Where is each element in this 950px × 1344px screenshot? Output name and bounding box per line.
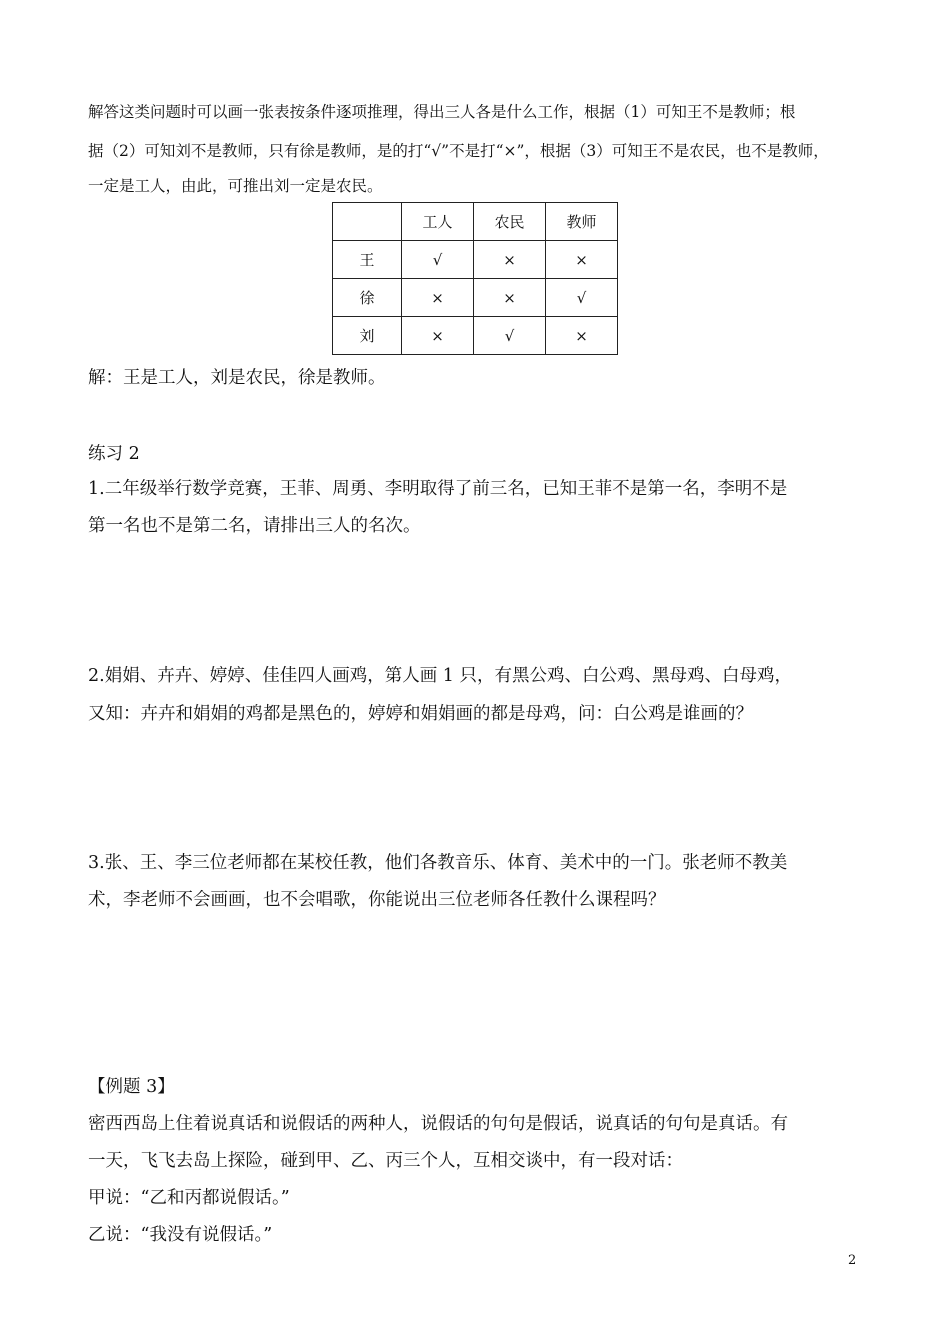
question-1-line-1: 1.二年级举行数学竞赛，王菲、周勇、李明取得了前三名，已知王菲不是第一名，李明不是 (88, 479, 788, 499)
table-row (333, 241, 618, 279)
reasoning-table (332, 202, 618, 355)
question-3-line-1: 3.张、王、李三位老师都在某校任教，他们各教音乐、体育、美术中的一门。张老师不教美 (88, 853, 788, 873)
question-1-line-2: 第一名也不是第二名，请排出三人的名次。 (88, 516, 421, 536)
question-3-line-2: 术，李老师不会画画，也不会唱歌，你能说出三位老师各任教什么课程吗？ (88, 890, 666, 910)
table-cell: √ (546, 279, 618, 317)
page-number: 2 (848, 1253, 857, 1268)
question-2-line-1: 2.娟娟、卉卉、婷婷、佳佳四人画鸡，第人画 1 只，有黑公鸡、白公鸡、黑母鸡、白母鸡， (88, 666, 792, 686)
example-3-line-4: 乙说：“我没有说假话。” (88, 1225, 273, 1245)
intro-line-1: 解答这类问题时可以画一张表按条件逐项推理，得出三人各是什么工作，根据（1）可知王不是教师；根 (88, 103, 796, 121)
example-3-line-3: 甲说：“乙和丙都说假话。” (88, 1188, 290, 1208)
intro-line-3: 一定是工人，由此，可推出刘一定是农民。 (88, 177, 383, 195)
table-cell: × (402, 279, 474, 317)
example-3-title: 【例题 3】 (88, 1077, 175, 1097)
table-cell: √ (474, 317, 546, 355)
table-cell: × (474, 279, 546, 317)
table-row (333, 317, 618, 355)
table-cell: × (546, 317, 618, 355)
table-cell: × (546, 241, 618, 279)
table-cell: × (474, 241, 546, 279)
table-header-cell: 农民 (474, 203, 546, 241)
solution-text: 解：王是工人，刘是农民，徐是教师。 (88, 368, 386, 388)
table-cell: √ (402, 241, 474, 279)
table-cell: 徐 (333, 279, 402, 317)
table-cell: 王 (333, 241, 402, 279)
table-header-row (333, 203, 618, 241)
table-row (333, 279, 618, 317)
table-cell: 刘 (333, 317, 402, 355)
example-3-line-2: 一天，飞飞去岛上探险，碰到甲、乙、丙三个人，互相交谈中，有一段对话： (88, 1151, 683, 1171)
table-header-cell: 工人 (402, 203, 474, 241)
table-header-cell (333, 203, 402, 241)
example-3-line-1: 密西西岛上住着说真话和说假话的两种人，说假话的句句是假话，说真话的句句是真话。有 (88, 1114, 788, 1134)
practice-title: 练习 2 (88, 444, 140, 464)
table-cell: × (402, 317, 474, 355)
table-header-cell: 教师 (546, 203, 618, 241)
intro-line-2: 据（2）可知刘不是教师，只有徐是教师，是的打“√”不是打“×”，根据（3）可知王不是农民，也不是教师， (88, 142, 829, 160)
question-2-line-2: 又知：卉卉和娟娟的鸡都是黑色的，婷婷和娟娟画的都是母鸡，问：白公鸡是谁画的？ (88, 704, 753, 724)
